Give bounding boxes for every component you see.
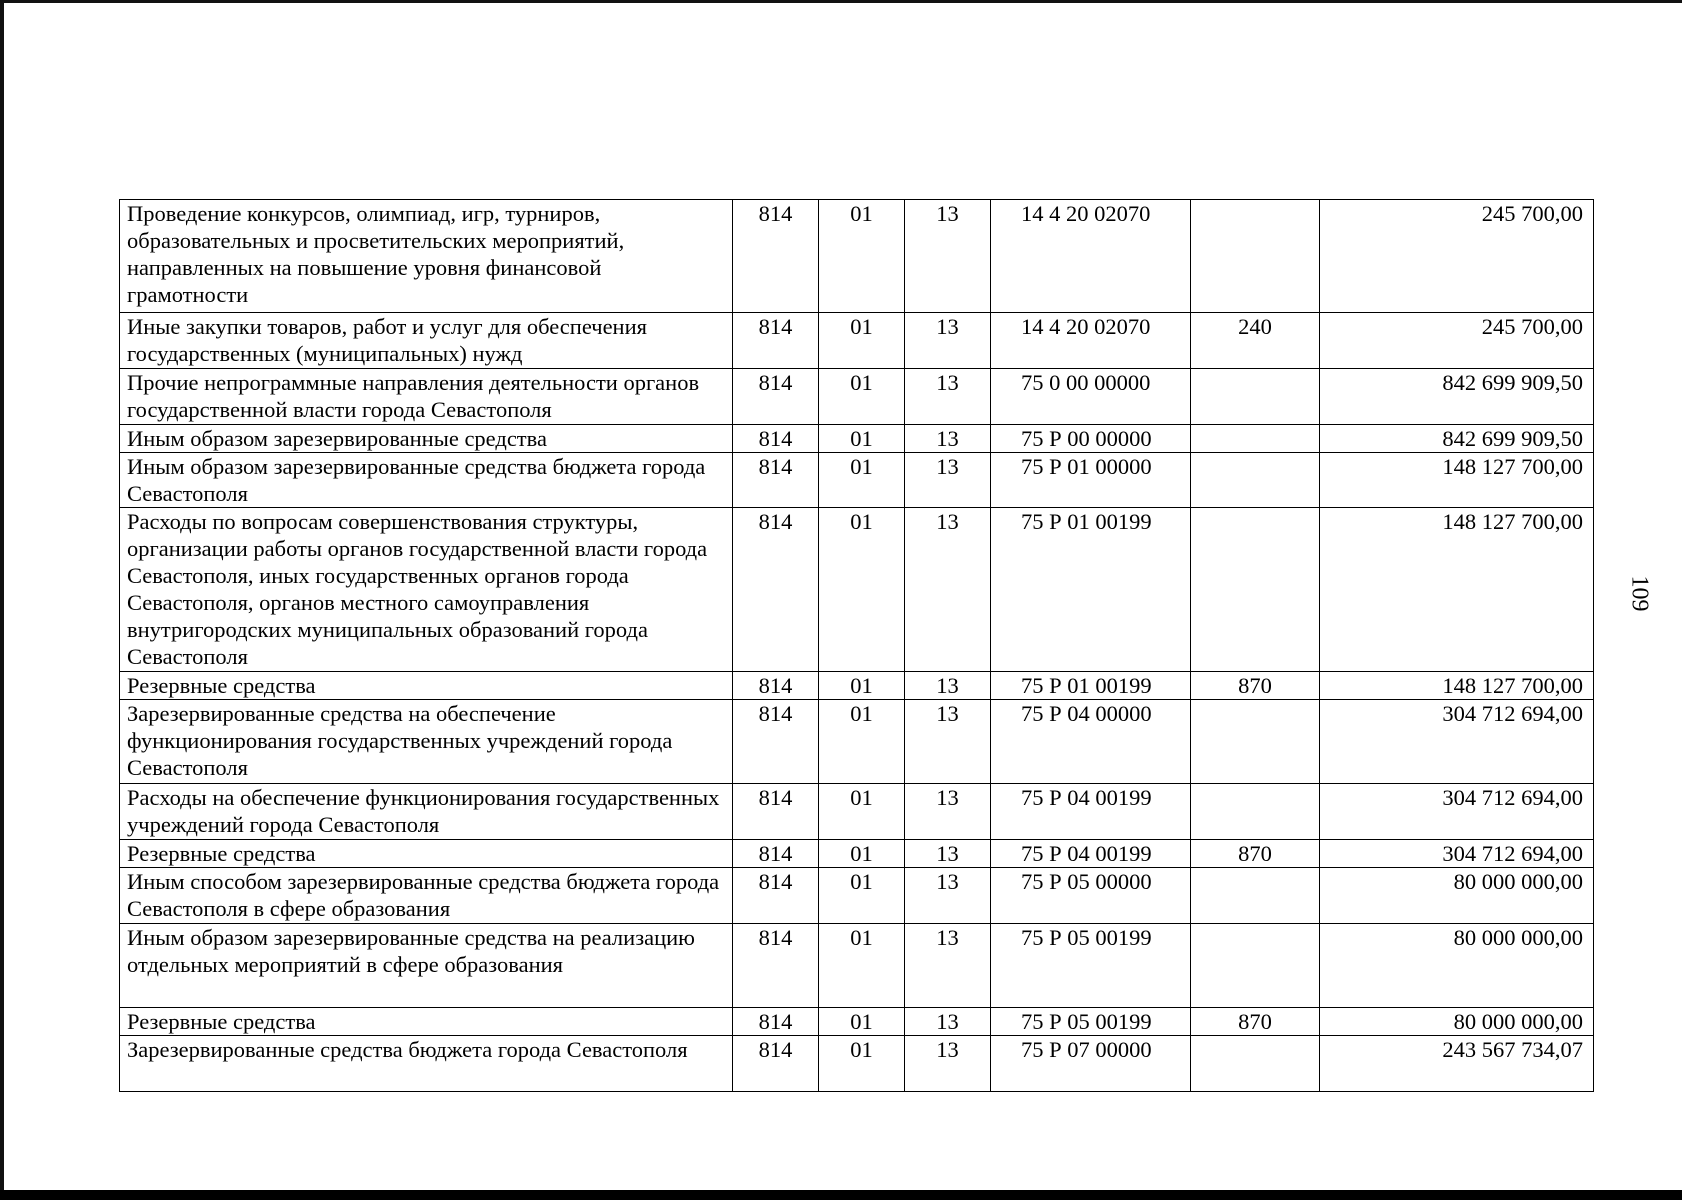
amount-cell: 842 699 909,50 [1320,369,1594,425]
table-row [120,453,1594,508]
expense-name-cell: Расходы на обеспечение функционирования государственных учреждений города Севастополя [120,784,733,840]
expense-name-cell: Зарезервированные средства бюджета города Севастополя [120,1036,733,1092]
target-article-cell: 75 Р 01 00199 [991,508,1191,672]
table-row [120,200,1594,313]
section-code-cell: 01 [819,313,905,369]
section-code-cell: 01 [819,453,905,508]
target-article-cell: 75 Р 05 00000 [991,868,1191,924]
amount-cell: 148 127 700,00 [1320,453,1594,508]
amount-cell: 842 699 909,50 [1320,425,1594,453]
subsection-code-cell: 13 [905,840,991,868]
amount-cell: 148 127 700,00 [1320,508,1594,672]
expense-type-cell [1191,1036,1320,1092]
grbs-code-cell: 814 [733,784,819,840]
page-number: 109 [1626,575,1653,612]
scan-border-top [0,0,1682,3]
table-row [120,672,1594,700]
section-code-cell: 01 [819,868,905,924]
subsection-code-cell: 13 [905,508,991,672]
target-article-cell: 75 Р 05 00199 [991,1008,1191,1036]
amount-cell: 80 000 000,00 [1320,924,1594,1008]
expense-name-cell: Иным образом зарезервированные средства на реализацию отдельных мероприятий в сфере образования [120,924,733,1008]
subsection-code-cell: 13 [905,1008,991,1036]
subsection-code-cell: 13 [905,1036,991,1092]
table-row [120,700,1594,784]
amount-cell: 245 700,00 [1320,313,1594,369]
section-code-cell: 01 [819,200,905,313]
section-code-cell: 01 [819,1036,905,1092]
grbs-code-cell: 814 [733,672,819,700]
grbs-code-cell: 814 [733,1036,819,1092]
target-article-cell: 75 Р 04 00199 [991,840,1191,868]
table-row [120,369,1594,425]
expense-name-cell: Иным способом зарезервированные средства бюджета города Севастополя в сфере образования [120,868,733,924]
subsection-code-cell: 13 [905,369,991,425]
grbs-code-cell: 814 [733,453,819,508]
table-row [120,425,1594,453]
table-row [120,840,1594,868]
expense-type-cell: 870 [1191,672,1320,700]
grbs-code-cell: 814 [733,700,819,784]
subsection-code-cell: 13 [905,784,991,840]
target-article-cell: 75 Р 04 00199 [991,784,1191,840]
expense-type-cell [1191,700,1320,784]
target-article-cell: 75 0 00 00000 [991,369,1191,425]
subsection-code-cell: 13 [905,453,991,508]
section-code-cell: 01 [819,840,905,868]
target-article-cell: 14 4 20 02070 [991,200,1191,313]
section-code-cell: 01 [819,784,905,840]
amount-cell: 245 700,00 [1320,200,1594,313]
expense-name-cell: Зарезервированные средства на обеспечение функционирования государственных учреждений города Севастополя [120,700,733,784]
expense-type-cell [1191,369,1320,425]
grbs-code-cell: 814 [733,1008,819,1036]
amount-cell: 80 000 000,00 [1320,1008,1594,1036]
expense-type-cell: 870 [1191,840,1320,868]
subsection-code-cell: 13 [905,700,991,784]
expense-name-cell: Расходы по вопросам совершенствования структуры, организации работы органов государственной власти города Севастополя, иных государственных органов города Севастополя, органов местного самоуправления внутригородских муниципальных образований города Севастополя [120,508,733,672]
grbs-code-cell: 814 [733,369,819,425]
table-row [120,508,1594,672]
grbs-code-cell: 814 [733,924,819,1008]
expense-name-cell: Прочие непрограммные направления деятельности органов государственной власти города Севастополя [120,369,733,425]
expense-type-cell [1191,508,1320,672]
grbs-code-cell: 814 [733,425,819,453]
grbs-code-cell: 814 [733,313,819,369]
table-row [120,784,1594,840]
expense-type-cell [1191,200,1320,313]
expense-type-cell: 870 [1191,1008,1320,1036]
budget-allocation-table [119,199,1594,1092]
expense-name-cell: Резервные средства [120,1008,733,1036]
amount-cell: 243 567 734,07 [1320,1036,1594,1092]
scan-border-left [0,0,4,1200]
amount-cell: 304 712 694,00 [1320,784,1594,840]
section-code-cell: 01 [819,672,905,700]
target-article-cell: 75 Р 01 00000 [991,453,1191,508]
target-article-cell: 75 Р 07 00000 [991,1036,1191,1092]
grbs-code-cell: 814 [733,508,819,672]
target-article-cell: 14 4 20 02070 [991,313,1191,369]
expense-name-cell: Иным образом зарезервированные средства бюджета города Севастополя [120,453,733,508]
expense-type-cell [1191,868,1320,924]
subsection-code-cell: 13 [905,425,991,453]
expense-name-cell: Проведение конкурсов, олимпиад, игр, турниров, образовательных и просветительских мероприятий, направленных на повышение уровня финансовой грамотности [120,200,733,313]
expense-name-cell: Резервные средства [120,840,733,868]
expense-type-cell [1191,453,1320,508]
section-code-cell: 01 [819,425,905,453]
subsection-code-cell: 13 [905,672,991,700]
expense-name-cell: Иным образом зарезервированные средства [120,425,733,453]
grbs-code-cell: 814 [733,840,819,868]
expense-type-cell [1191,784,1320,840]
expense-name-cell: Иные закупки товаров, работ и услуг для обеспечения государственных (муниципальных) нужд [120,313,733,369]
amount-cell: 148 127 700,00 [1320,672,1594,700]
expense-type-cell [1191,924,1320,1008]
table-body [120,200,1594,1092]
subsection-code-cell: 13 [905,868,991,924]
subsection-code-cell: 13 [905,313,991,369]
table-row [120,313,1594,369]
grbs-code-cell: 814 [733,200,819,313]
table-row [120,1036,1594,1092]
target-article-cell: 75 Р 04 00000 [991,700,1191,784]
table-row [120,868,1594,924]
target-article-cell: 75 Р 01 00199 [991,672,1191,700]
section-code-cell: 01 [819,924,905,1008]
target-article-cell: 75 Р 00 00000 [991,425,1191,453]
subsection-code-cell: 13 [905,200,991,313]
table-row [120,924,1594,1008]
table-row [120,1008,1594,1036]
subsection-code-cell: 13 [905,924,991,1008]
section-code-cell: 01 [819,700,905,784]
section-code-cell: 01 [819,1008,905,1036]
expense-type-cell [1191,425,1320,453]
amount-cell: 304 712 694,00 [1320,700,1594,784]
amount-cell: 304 712 694,00 [1320,840,1594,868]
amount-cell: 80 000 000,00 [1320,868,1594,924]
expense-type-cell: 240 [1191,313,1320,369]
target-article-cell: 75 Р 05 00199 [991,924,1191,1008]
grbs-code-cell: 814 [733,868,819,924]
expense-name-cell: Резервные средства [120,672,733,700]
section-code-cell: 01 [819,508,905,672]
section-code-cell: 01 [819,369,905,425]
scan-border-bottom [0,1190,1682,1200]
